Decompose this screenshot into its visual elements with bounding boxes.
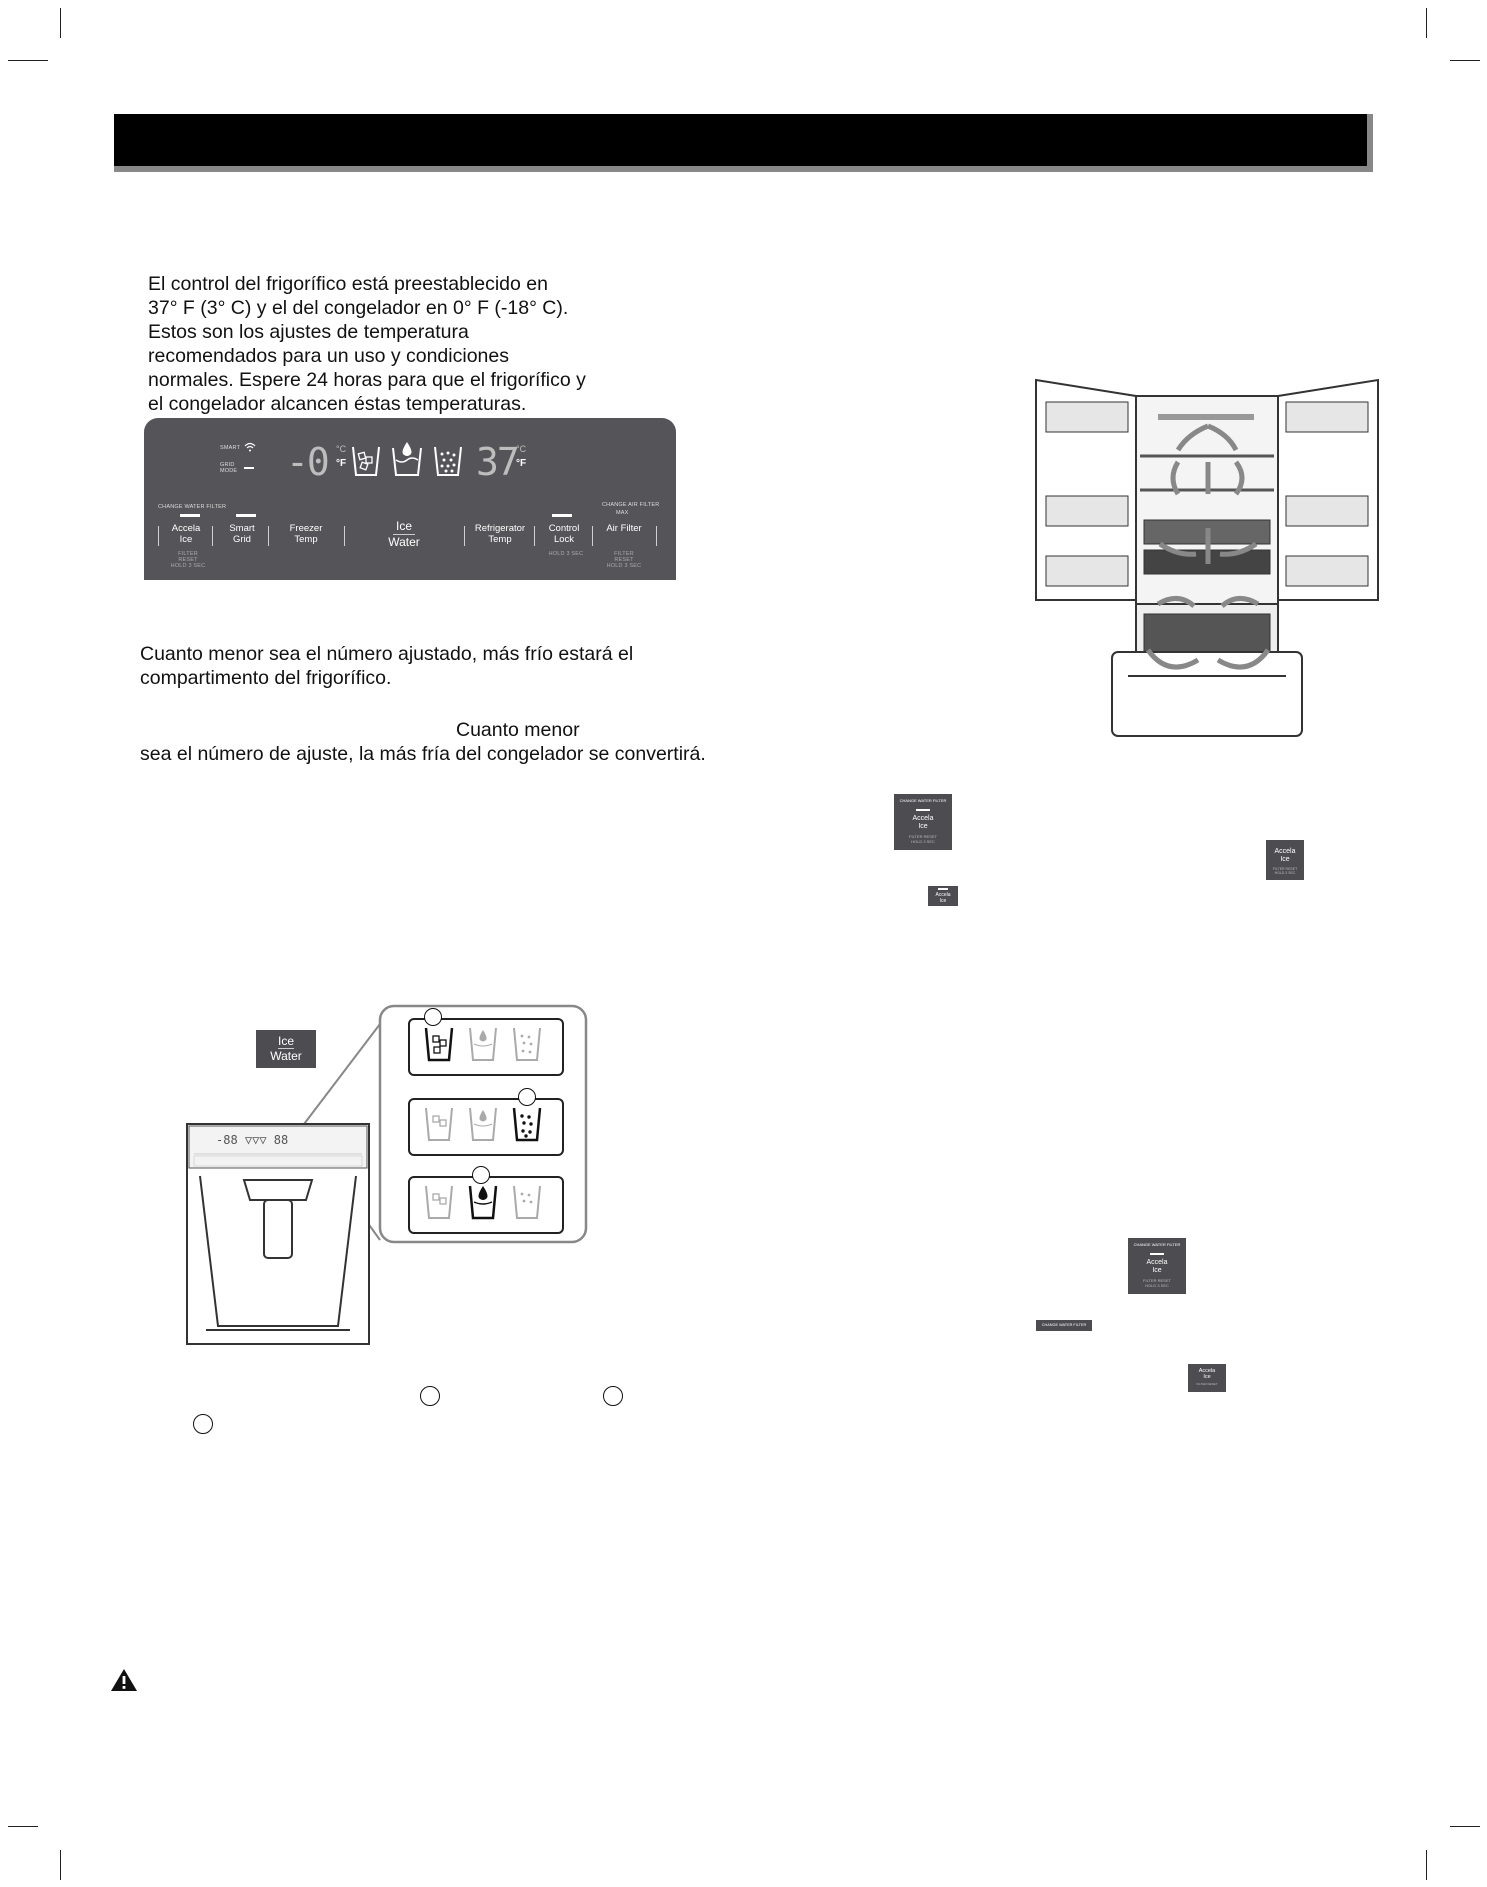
freezer-unit-c: °C bbox=[336, 444, 347, 454]
intro-line: Estos son los ajustes de temperatura bbox=[148, 321, 469, 343]
crop-mark bbox=[8, 1826, 38, 1827]
ice-mini-label: Ice bbox=[1152, 1267, 1162, 1274]
marker-circle bbox=[518, 1088, 536, 1106]
refrigerator-airflow-icon bbox=[1028, 378, 1388, 748]
wifi-icon bbox=[244, 442, 256, 452]
fridge-paragraph bbox=[140, 642, 700, 690]
accela-ice-mini-button bbox=[928, 886, 958, 906]
filter-reset-mini-label: FILTER RESET bbox=[909, 834, 937, 839]
crop-mark bbox=[60, 1850, 61, 1880]
crop-mark bbox=[60, 8, 61, 38]
filter-reset-hold-label: FILTER RESET HOLD 3 SEC bbox=[170, 551, 206, 569]
grid-mode-indicator bbox=[244, 467, 254, 469]
freezer-line: Cuanto menor bbox=[456, 719, 580, 741]
change-water-filter-label: CHANGE WATER FILTER bbox=[158, 504, 227, 510]
section-header-bar bbox=[114, 114, 1373, 172]
control-lock-indicator bbox=[552, 514, 572, 517]
change-air-filter-label: CHANGE AIR FILTER bbox=[602, 502, 660, 508]
separator bbox=[592, 526, 593, 546]
accela-mini-label: Accela bbox=[1146, 1259, 1168, 1266]
control-panel bbox=[144, 418, 676, 580]
water-mini-label: Water bbox=[270, 1049, 302, 1063]
accela-ice-button[interactable]: Accela Ice bbox=[171, 523, 201, 545]
refrigerator-temp-button[interactable]: Refrigerator Temp bbox=[474, 523, 526, 545]
freezer-unit-f: °F bbox=[336, 458, 347, 469]
ice-mini-label: Ice bbox=[1203, 1374, 1211, 1380]
mini-indicator bbox=[1150, 1253, 1164, 1255]
hold-3-sec-mini-label: HOLD 3 SEC bbox=[911, 839, 935, 844]
ice-water-button-top: Ice bbox=[395, 519, 412, 533]
accela-mini-label: Accela bbox=[935, 891, 951, 898]
ice-water-button-bottom: Water bbox=[388, 535, 420, 549]
marker-circle bbox=[472, 1166, 490, 1184]
accela-ice-mini-button bbox=[1266, 840, 1304, 880]
fridge-unit-f: °F bbox=[516, 458, 527, 469]
crop-mark bbox=[1426, 8, 1427, 38]
crop-mark bbox=[1426, 1850, 1427, 1880]
crop-mark bbox=[1450, 60, 1480, 61]
crop-mark bbox=[1450, 1826, 1480, 1827]
intro-line: normales. Espere 24 horas para que el frigorífico y bbox=[148, 369, 586, 391]
hold-3-sec-mini-label: HOLD 3 SEC bbox=[1145, 1283, 1169, 1288]
accela-ice-mini-button bbox=[1128, 1238, 1186, 1294]
accela-mini-label: Accela bbox=[912, 815, 934, 822]
intro-paragraph bbox=[148, 272, 608, 416]
crop-mark bbox=[8, 60, 48, 61]
max-label: MAX bbox=[616, 510, 629, 516]
change-water-filter-mini-label: CHANGE WATER FILTER bbox=[899, 798, 947, 803]
warning-triangle-icon bbox=[110, 1668, 138, 1692]
svg-text:-88 ▽▽▽ 88: -88 ▽▽▽ 88 bbox=[216, 1133, 289, 1147]
grid-mode-label: GRID MODE bbox=[220, 462, 238, 474]
marker-circle bbox=[193, 1414, 213, 1434]
freezer-paragraph bbox=[140, 718, 720, 766]
separator bbox=[158, 526, 159, 546]
water-icon bbox=[390, 440, 424, 478]
crushed-ice-icon bbox=[432, 444, 464, 478]
marker-circle bbox=[603, 1386, 623, 1406]
ice-water-button[interactable] bbox=[364, 520, 444, 549]
fridge-line: compartimento del frigorífico. bbox=[140, 667, 392, 689]
accela-mini-label: Accela bbox=[1274, 848, 1296, 855]
smart-grid-indicator bbox=[236, 514, 256, 517]
separator bbox=[212, 526, 213, 546]
smart-grid-button[interactable]: Smart Grid bbox=[229, 523, 255, 545]
filter-reset-mini-label: FILTER RESET bbox=[1143, 1278, 1171, 1283]
change-water-filter-mini-badge bbox=[1036, 1320, 1092, 1331]
control-lock-button[interactable]: Control Lock bbox=[548, 523, 580, 545]
cup-icons-rows bbox=[408, 1010, 560, 1240]
smart-label: SMART bbox=[220, 445, 241, 451]
hold-3-sec-mini-label: HOLD 3 SEC bbox=[1274, 871, 1296, 875]
freezer-line: sea el número de ajuste, la más fría del congelador se convertirá. bbox=[140, 743, 706, 765]
freezer-temp-button[interactable]: Freezer Temp bbox=[289, 523, 323, 545]
separator bbox=[534, 526, 535, 546]
change-water-filter-mini-label: CHANGE WATER FILTER bbox=[1133, 1242, 1181, 1247]
filter-reset-mini-label: FILTER RESET bbox=[1196, 1382, 1218, 1386]
fridge-line: Cuanto menor sea el número ajustado, más frío estará el bbox=[140, 643, 634, 665]
change-water-filter-mini-label: CHANGE WATER FILTER bbox=[1041, 1323, 1087, 1327]
ice-mini-label: Ice bbox=[1280, 856, 1290, 863]
intro-line: El control del frigorífico está preestablecido en bbox=[148, 273, 548, 295]
accela-ice-mini-button bbox=[894, 794, 952, 850]
intro-line: el congelador alcancen éstas temperaturas. bbox=[148, 393, 527, 415]
intro-line: recomendados para un uso y condiciones bbox=[148, 345, 509, 367]
ice-mini-label: Ice bbox=[918, 823, 928, 830]
marker-circle bbox=[424, 1008, 442, 1026]
separator bbox=[344, 526, 345, 546]
accela-ice-indicator bbox=[180, 514, 200, 517]
ice-mini-label: Ice bbox=[277, 1034, 294, 1048]
cubed-ice-icon bbox=[350, 444, 382, 478]
intro-line: 37° F (3° C) y el del congelador en 0° F (-18° C). bbox=[148, 297, 569, 319]
mini-indicator bbox=[916, 809, 930, 811]
accela-mini-label: Accela bbox=[1198, 1368, 1216, 1374]
fridge-unit-c: °C bbox=[516, 444, 527, 454]
ice-mini-label: Ice bbox=[939, 897, 947, 904]
separator bbox=[464, 526, 465, 546]
separator bbox=[268, 526, 269, 546]
marker-circle bbox=[420, 1386, 440, 1406]
fridge-temp-display: 37 bbox=[476, 440, 518, 484]
air-filter-button[interactable]: Air Filter bbox=[606, 523, 642, 534]
filter-reset-mini-label: FILTER RESET bbox=[1272, 867, 1298, 871]
hold-3-sec-label: HOLD 3 SEC bbox=[548, 551, 584, 557]
filter-reset-hold-label: FILTER RESET HOLD 3 SEC bbox=[606, 551, 642, 569]
accela-ice-mini-button bbox=[1188, 1364, 1226, 1392]
freezer-temp-display: -0 bbox=[286, 440, 328, 484]
separator bbox=[656, 526, 657, 546]
mini-indicator bbox=[938, 888, 948, 890]
